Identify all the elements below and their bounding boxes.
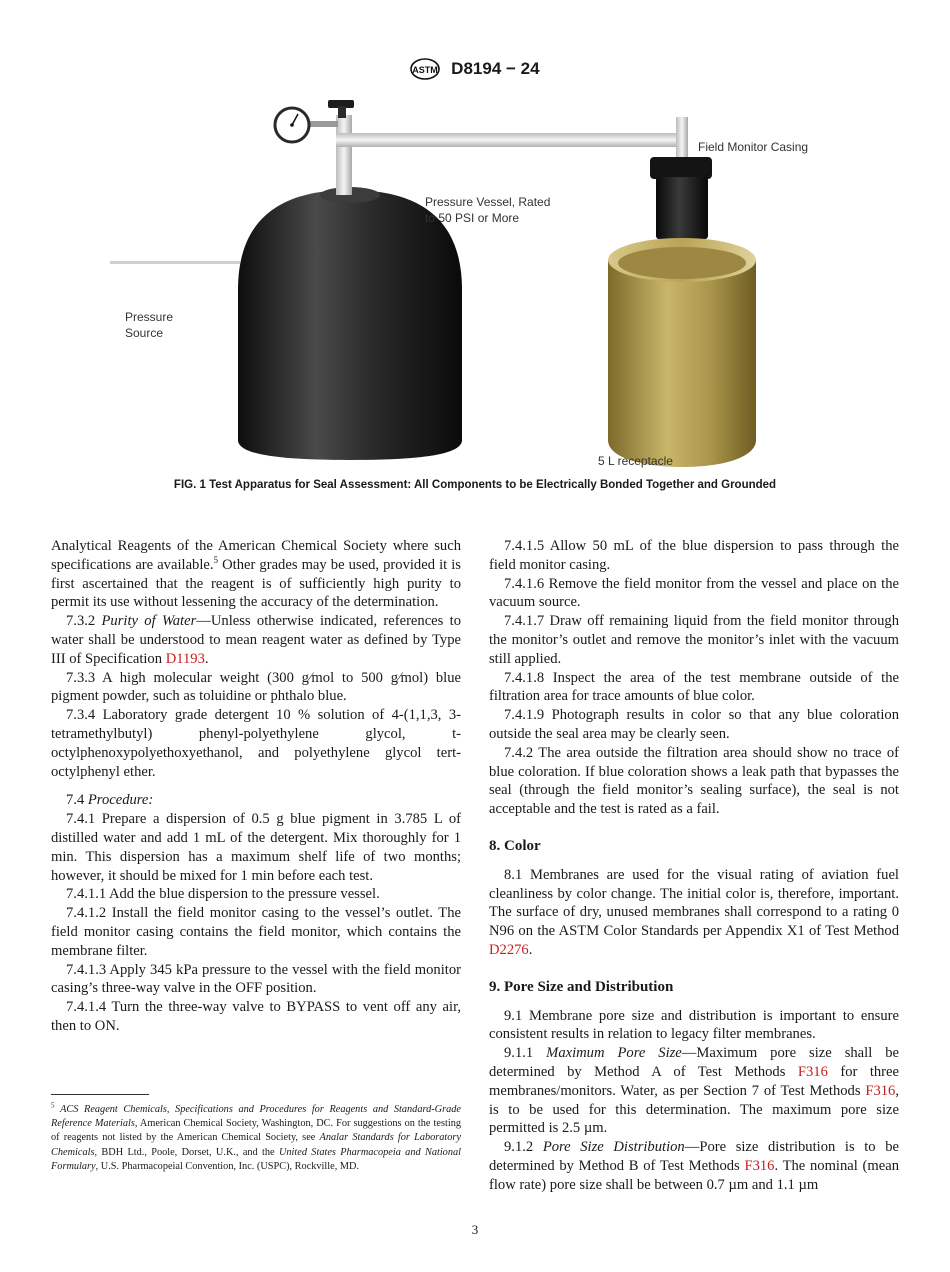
label-pressure-vessel-line1: Pressure Vessel, Rated [425, 195, 551, 209]
label-pressure-source-line1: Pressure [125, 310, 174, 324]
label-field-monitor-casing: Field Monitor Casing [698, 140, 809, 154]
paragraph-7-4-2: 7.4.2 The area outside the filtration area should show no trace of blue coloration. If blue coloration shows a leak path that bypasses the seal (through the field monitor’s sealing surface), the seal is not acceptable and the test is rated as a fail. [489, 744, 899, 818]
connecting-pipe [336, 133, 686, 147]
svg-text:ASTM: ASTM [412, 65, 439, 75]
pressure-gauge-icon [275, 108, 338, 142]
paragraph-9-1-2: 9.1.2 Pore Size Distribution—Pore size distribution is to be determined by Method B of Test Methods F316. The nominal (mean flow rate) pore size shall be between 0.7 µm and 1.1 µm [489, 1139, 899, 1193]
paragraph-9-1-1: 9.1.1 Maximum Pore Size—Maximum pore size shall be determined by Method A of Test Methods F316 for three membranes/monitors. Water, as per Section 7 of Test Methods F316, is to be used for this determination. The maximum pore size permitted is 2.5 µm. [489, 1045, 899, 1137]
paragraph-7-4: 7.4 Procedure: [66, 792, 154, 809]
page-number: 3 [471, 1222, 479, 1237]
section-heading-color: 8. Color [489, 837, 541, 854]
link-f316[interactable]: F316 [797, 1063, 828, 1080]
paragraph-7-4-1-6: 7.4.1.6 Remove the field monitor from the vessel and place on the vacuum source. [489, 575, 899, 611]
right-column [489, 537, 899, 1195]
paragraph-7-4-1-1: 7.4.1.1 Add the blue dispersion to the pressure vessel. [66, 886, 380, 903]
footnote-divider [51, 1094, 149, 1095]
paragraph-7-4-1-4: 7.4.1.4 Turn the three-way valve to BYPASS to vent off any air, then to ON. [51, 999, 461, 1034]
pressure-vessel [238, 190, 462, 460]
paragraph-7-4-1-5: 7.4.1.5 Allow 50 mL of the blue dispersion to pass through the field monitor casing. [489, 538, 899, 573]
paragraph-7-4-1-9: 7.4.1.9 Photograph results in color so that any blue coloration outside the seal area may be clearly seen. [489, 707, 899, 742]
paragraph-7-3-3: 7.3.3 A high molecular weight (300 g⁄mol to 500 g⁄mol) blue pigment powder, such as toluidine or phthalo blue. [51, 669, 461, 705]
pressure-source-line [110, 261, 240, 264]
paragraph-7-4-1-2: 7.4.1.2 Install the field monitor casing to the vessel’s outlet. The field monitor casing contains the field monitor, which contains the membrane filter. [51, 905, 461, 959]
footnote-number: 5 [51, 1101, 55, 1110]
paragraph-7-3-2: 7.3.2 Purity of Water—Unless otherwise indicated, references to water shall be understood to mean reagent water as defined by Type III of Specification D1193. [51, 613, 461, 667]
footnote: $^5$ ACS Reagent Chemicals, Specifications and Procedures for Reagents and Standard-Grade Reference Materials, American Chemical Society, Washington, DC. For suggestions on the testing of reagents not listed by the American Chemical Society, see Analar Standards for Laboratory Chemicals, BDH Ltd., Poole, Dorset, U.K., and the United States Pharmacopeia and National Formulary, U.S. Pharmacopeial Convention, Inc. (USPC), Rockville, MD. [51, 1101, 462, 1172]
label-pressure-source [125, 309, 173, 341]
label-pressure-vessel [425, 194, 550, 226]
field-monitor-casing [650, 157, 712, 239]
paragraph-reagents: Analytical Reagents of the American Chemical Society where such specifications are available.$^5$ Other grades may be used, provided it is first ascertained that the reagent is of sufficiently high purity to permit its use without lessening the accuracy of the determination. [51, 538, 461, 611]
footnote-marker[interactable]: 5 [213, 554, 219, 565]
link-f316[interactable]: F316 [744, 1157, 775, 1174]
standard-designation: D8194 − 24 [451, 59, 540, 78]
link-d1193[interactable]: D1193 [165, 650, 205, 667]
paragraph-7-3-4: 7.3.4 Laboratory grade detergent 10 % solution of 4-(1,1,3, 3-tetramethylbutyl) phenyl-polyethylene glycol, t-octylphenoxypolyethoxyethanol, and polyethylene glycol tert-octylphenyl ether. [51, 707, 461, 780]
section-heading-pore-size: 9. Pore Size and Distribution [489, 978, 674, 995]
receptacle [608, 238, 756, 467]
paragraph-7-4-1: 7.4.1 Prepare a dispersion of 0.5 g blue pigment in 3.785 L of distilled water and add 1 mL of the detergent. Mix thoroughly for 1 min. This dispersion has a maximum shelf life of two months; however, it should be mixed for 1 min before each test. [51, 811, 461, 884]
link-d2276[interactable]: D2276 [489, 941, 529, 958]
label-pressure-source-line2: Source [125, 326, 164, 340]
figure-test-apparatus [110, 95, 840, 475]
link-f316[interactable]: F316 [865, 1082, 896, 1099]
casing-inlet-pipe [676, 117, 688, 159]
running-header [0, 58, 950, 80]
label-receptacle: 5 L receptacle [598, 454, 673, 468]
left-column [51, 537, 461, 1036]
paragraph-7-4-1-7: 7.4.1.7 Draw off remaining liquid from the field monitor through the monitor’s outlet and remove the monitor’s inlet with the vacuum still applied. [489, 613, 899, 667]
paragraph-7-4-1-8: 7.4.1.8 Inspect the area of the test membrane outside of the filtration area for trace amounts of blue color. [489, 669, 899, 705]
label-pressure-vessel-line2: to 50 PSI or More [425, 211, 520, 225]
figure-caption: FIG. 1 Test Apparatus for Seal Assessment: All Components to be Electrically Bonded Together and Grounded [173, 479, 777, 491]
astm-logo-icon [410, 58, 440, 80]
vessel-outlet-pipe [336, 115, 352, 195]
paragraph-8-1: 8.1 Membranes are used for the visual rating of aviation fuel cleanliness by color change. The initial color is, therefore, important. The surface of dry, unused membranes shall correspond to a rating 0 N96 on the ASTM Color Standards per Appendix X1 of Test Method D2276. [489, 866, 899, 958]
paragraph-9-1: 9.1 Membrane pore size and distribution is important to ensure consistent results in relation to legacy filter membranes. [489, 1007, 899, 1043]
paragraph-7-4-1-3: 7.4.1.3 Apply 345 kPa pressure to the vessel with the field monitor casing’s three-way valve in the OFF position. [51, 961, 461, 997]
